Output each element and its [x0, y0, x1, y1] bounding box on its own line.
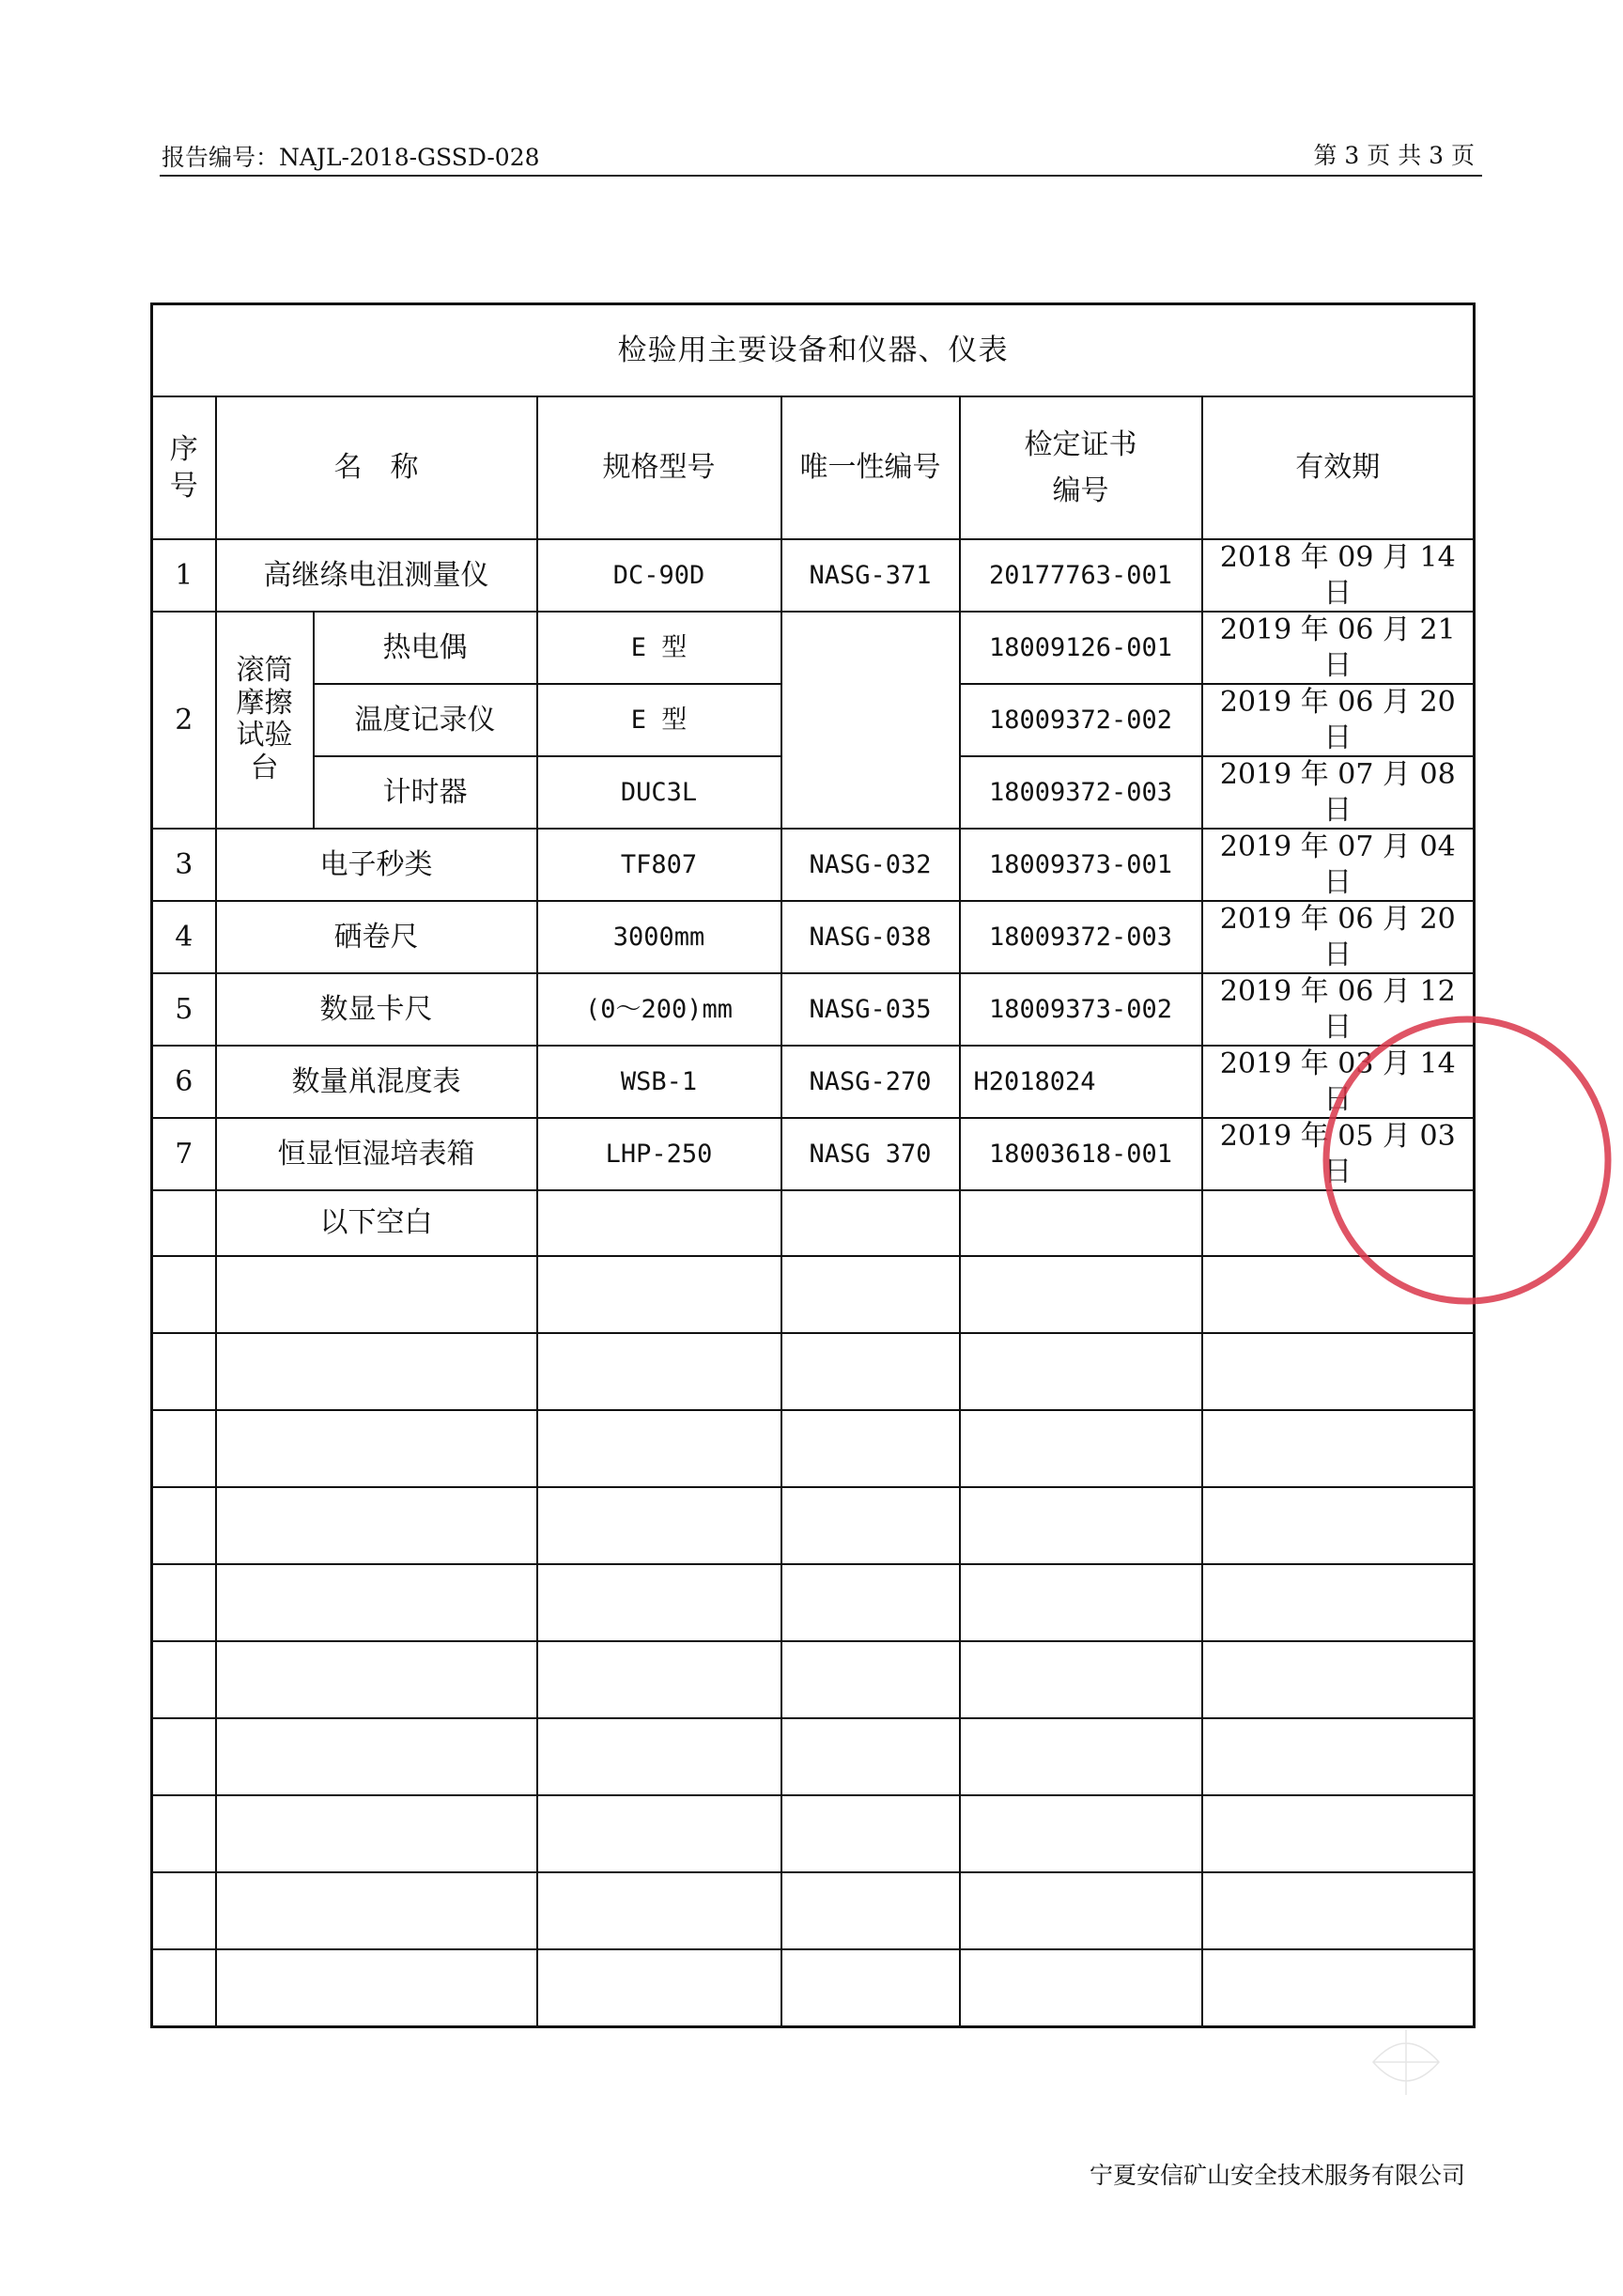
- blank-note: 以下空白: [216, 1190, 537, 1256]
- table-row: [152, 973, 1475, 1046]
- cell-validity: 2019 年 05 月 03 日: [1202, 1118, 1475, 1190]
- table-row: [152, 1190, 1475, 1256]
- col-header-cert-line1: 检定证书: [1024, 427, 1137, 461]
- page-info: 第 3 页 共 3 页: [1313, 142, 1475, 169]
- blank-row: [152, 1410, 1475, 1487]
- cell-unique-no: NASG-270: [781, 1046, 960, 1118]
- cell-seq: 2: [152, 612, 216, 829]
- cell-unique-no: NASG-032: [781, 829, 960, 901]
- col-header-model: 规格型号: [537, 396, 781, 539]
- cell-cert-no: 20177763-001: [960, 539, 1202, 612]
- cell-cert-no: 18009126-001: [960, 612, 1202, 684]
- cell-validity: 2019 年 03 月 14 日: [1202, 1046, 1475, 1118]
- report-number: 报告编号：NAJL-2018-GSSD-028: [162, 144, 540, 171]
- cell-cert-no: 18003618-001: [960, 1118, 1202, 1190]
- blank-row: [152, 1949, 1475, 2026]
- cell-model: DC-90D: [537, 539, 781, 612]
- equipment-table: [150, 303, 1476, 2028]
- cell-validity: 2019 年 06 月 20 日: [1202, 901, 1475, 973]
- cell-seq: 4: [152, 901, 216, 973]
- cell-name: 热电偶: [314, 612, 537, 684]
- cell-seq: 1: [152, 539, 216, 612]
- blank-row: [152, 1795, 1475, 1872]
- blank-row: [152, 1718, 1475, 1795]
- table-row: [152, 1118, 1475, 1190]
- footer-company: 宁夏安信矿山安全技术服务有限公司: [1089, 2162, 1465, 2189]
- cell-unique-no: [781, 612, 960, 829]
- blank-row: [152, 1641, 1475, 1718]
- table-row: [152, 1046, 1475, 1118]
- cell-model: (0～200)mm: [537, 973, 781, 1046]
- page-header: [160, 137, 1482, 177]
- cell-model: DUC3L: [537, 756, 781, 829]
- blank-row: [152, 1487, 1475, 1564]
- cell-name: 电子秒类: [216, 829, 537, 901]
- table-row: [152, 901, 1475, 973]
- cell-validity: 2019 年 07 月 08 日: [1202, 756, 1475, 829]
- table-header-row: [152, 396, 1475, 539]
- blank-row: [152, 1333, 1475, 1410]
- cell-model: E 型: [537, 684, 781, 756]
- cell-model: TF807: [537, 829, 781, 901]
- col-header-seq: 序号: [169, 433, 198, 503]
- cell-name: 硒卷尺: [216, 901, 537, 973]
- col-header-name: 名 称: [216, 396, 537, 539]
- cell-name: 计时器: [314, 756, 537, 829]
- col-header-unique-no: 唯一性编号: [781, 396, 960, 539]
- cell-name: 温度记录仪: [314, 684, 537, 756]
- cell-seq: 7: [152, 1118, 216, 1190]
- group-name: 滚筒摩擦试验台: [236, 654, 293, 784]
- cell-cert-no: 18009373-002: [960, 973, 1202, 1046]
- cell-name: 高继绦电沮测量仪: [216, 539, 537, 612]
- cell-cert-no: 18009373-001: [960, 829, 1202, 901]
- cell-model: 3000mm: [537, 901, 781, 973]
- cell-seq: 6: [152, 1046, 216, 1118]
- col-header-cert-no: [960, 396, 1202, 539]
- blank-row: [152, 1564, 1475, 1641]
- company-seal: [1320, 1013, 1615, 1308]
- cell-unique-no: NASG 370: [781, 1118, 960, 1190]
- cell-name: 数量鼡混度表: [216, 1046, 537, 1118]
- cell-unique-no: NASG-371: [781, 539, 960, 612]
- cell-validity: 2019 年 06 月 12 日: [1202, 973, 1475, 1046]
- cell-model: WSB-1: [537, 1046, 781, 1118]
- cell-seq: 5: [152, 973, 216, 1046]
- blank-row: [152, 1256, 1475, 1333]
- cell-validity: 2018 年 09 月 14 日: [1202, 539, 1475, 612]
- cell-cert-no: 18009372-003: [960, 901, 1202, 973]
- watermark-flourish: [1364, 2020, 1448, 2104]
- table-row: [152, 829, 1475, 901]
- cell-name: 恒显恒湿培表箱: [216, 1118, 537, 1190]
- table-row: [152, 612, 1475, 684]
- cell-model: E 型: [537, 612, 781, 684]
- cell-cert-no: 18009372-002: [960, 684, 1202, 756]
- cell-unique-no: NASG-035: [781, 973, 960, 1046]
- cell-validity: 2019 年 06 月 20 日: [1202, 684, 1475, 756]
- cell-validity: 2019 年 07 月 04 日: [1202, 829, 1475, 901]
- cell-unique-no: NASG-038: [781, 901, 960, 973]
- cell-validity: 2019 年 06 月 21 日: [1202, 612, 1475, 684]
- cell-cert-no: H2018024: [960, 1046, 1202, 1118]
- cell-cert-no: 18009372-003: [960, 756, 1202, 829]
- blank-row: [152, 1872, 1475, 1949]
- cell-model: LHP-250: [537, 1118, 781, 1190]
- table-row: [152, 539, 1475, 612]
- cell-group: [216, 612, 314, 829]
- table-title: 检验用主要设备和仪器、仪表: [152, 304, 1475, 397]
- cell-seq: 3: [152, 829, 216, 901]
- col-header-validity: 有效期: [1202, 396, 1475, 539]
- col-header-cert-line2: 编号: [1052, 474, 1109, 507]
- cell-name: 数显卡尺: [216, 973, 537, 1046]
